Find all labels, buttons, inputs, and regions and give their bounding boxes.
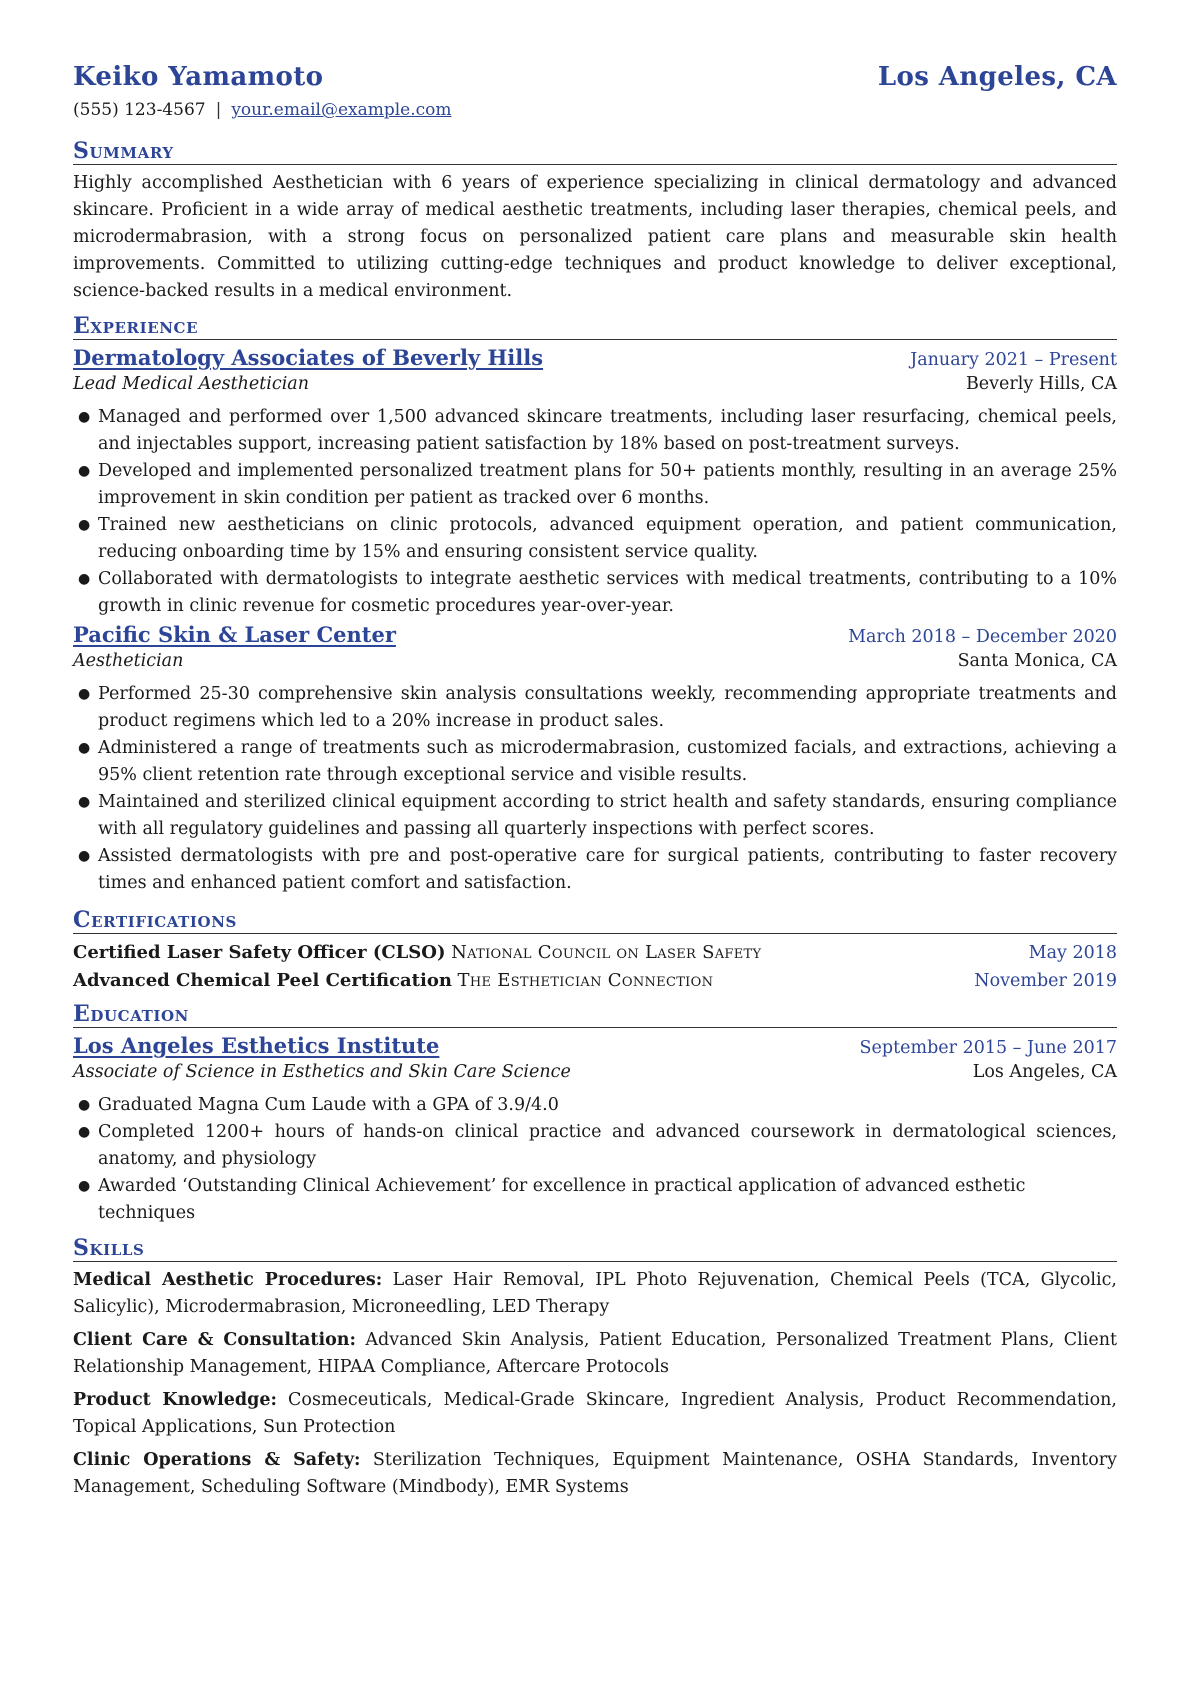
bullet-text: Maintained and sterilized clinical equipment according to strict health and safety standards, ensuring compliance with all regulatory guidelines and passing all quarterly inspections with perfect scores. bbox=[98, 792, 1117, 839]
bullet-icon: ● bbox=[78, 686, 91, 702]
bullet-item bbox=[78, 1119, 1117, 1173]
bullet-item bbox=[78, 404, 1117, 458]
summary-text: Highly accomplished Aesthetician with 6 years of experience specializing in clinical dermatology and advanced skincare. Proficient in a wide array of medical aesthetic treatments, including laser therapies, chemical peels, and microdermabrasion, with a strong focus on personalized patient care plans and measurable skin health improvements. Committed to utilizing cutting-edge techniques and product knowledge to deliver exceptional, science-backed results in a medical environment. bbox=[73, 173, 1117, 301]
bullet-text: Administered a range of treatments such as microdermabrasion, customized facials, and extractions, achieving a 95% client retention rate through exceptional service and visible results. bbox=[98, 738, 1117, 785]
skill-items: Sterilization Techniques, Equipment Maintenance, OSHA Standards, Inventory Management, Scheduling Software (Mindbody), EMR Systems bbox=[73, 1450, 1117, 1497]
degree: Associate of Science in Esthetics and Skin Care Science bbox=[73, 1062, 571, 1082]
job-location: Beverly Hills, CA bbox=[965, 374, 1117, 394]
bullet-text: Assisted dermatologists with pre and post-operative care for surgical patients, contributing to faster recovery times and enhanced patient comfort and satisfaction. bbox=[98, 846, 1117, 893]
cert-item bbox=[73, 967, 1117, 995]
candidate-location: Los Angeles, CA bbox=[877, 62, 1117, 92]
cert-date: May 2018 bbox=[1028, 943, 1117, 963]
skill-group bbox=[73, 1267, 1117, 1321]
bullet-item bbox=[78, 458, 1117, 512]
bullet-item bbox=[78, 843, 1117, 897]
skill-group bbox=[73, 1447, 1117, 1501]
bullet-icon: ● bbox=[78, 740, 91, 756]
bullet-icon: ● bbox=[78, 463, 91, 479]
job-bullets bbox=[73, 681, 1117, 897]
bullet-icon: ● bbox=[78, 1178, 91, 1194]
cert-org: National Council on Laser Safety bbox=[451, 942, 762, 963]
school-name[interactable]: Los Angeles Esthetics Institute bbox=[73, 1033, 440, 1058]
job-bullets bbox=[73, 404, 1117, 620]
job-entry bbox=[73, 345, 1117, 620]
section-title-certifications: Certifications bbox=[73, 907, 1117, 934]
skill-label: Medical Aesthetic Procedures: bbox=[73, 1270, 383, 1290]
section-title-experience: Experience bbox=[73, 313, 1117, 340]
bullet-item bbox=[78, 1092, 1117, 1119]
bullet-text: Managed and performed over 1,500 advanced skincare treatments, including laser resurfacing, chemical peels, and injectables support, increasing patient satisfaction by 18% based on post-treatment surveys. bbox=[98, 407, 1117, 454]
bullet-item bbox=[78, 681, 1117, 735]
email-link[interactable]: your.email@example.com bbox=[231, 100, 452, 120]
job-entry bbox=[73, 622, 1117, 897]
skill-items: Cosmeceuticals, Medical-Grade Skincare, Ingredient Analysis, Product Recommendation, Topical Applications, Sun Protection bbox=[73, 1390, 1117, 1437]
education-dates: September 2015 – June 2017 bbox=[859, 1038, 1117, 1058]
bullet-icon: ● bbox=[78, 571, 91, 587]
section-title-skills: Skills bbox=[73, 1235, 1117, 1262]
job-dates: March 2018 – December 2020 bbox=[848, 627, 1117, 647]
bullet-item bbox=[78, 735, 1117, 789]
cert-name: Advanced Chemical Peel Certification bbox=[73, 970, 452, 991]
bullet-text: Completed 1200+ hours of hands-on clinical practice and advanced coursework in dermatological sciences, anatomy, and physiology bbox=[98, 1122, 1117, 1169]
contact-line bbox=[73, 100, 1117, 120]
cert-date: November 2019 bbox=[974, 971, 1117, 991]
bullet-icon: ● bbox=[78, 794, 91, 810]
resume-header bbox=[73, 62, 1117, 92]
cert-org: The Esthetician Connection bbox=[457, 970, 714, 991]
job-dates: January 2021 – Present bbox=[910, 350, 1117, 370]
cert-item bbox=[73, 939, 1117, 967]
bullet-icon: ● bbox=[78, 848, 91, 864]
bullet-icon: ● bbox=[78, 1124, 91, 1140]
contact-separator: | bbox=[215, 100, 222, 120]
job-location: Santa Monica, CA bbox=[957, 651, 1117, 671]
skill-group bbox=[73, 1327, 1117, 1381]
job-employer[interactable]: Pacific Skin & Laser Center bbox=[73, 622, 396, 647]
bullet-text: Performed 25-30 comprehensive skin analysis consultations weekly, recommending appropriate treatments and product regimens which led to a 20% increase in product sales. bbox=[98, 684, 1117, 731]
bullet-item bbox=[78, 1173, 1117, 1227]
skill-items: Laser Hair Removal, IPL Photo Rejuvenation, Chemical Peels (TCA, Glycolic, Salicylic), Microdermabrasion, Microneedling, LED Therapy bbox=[73, 1270, 1117, 1317]
skill-label: Client Care & Consultation: bbox=[73, 1330, 356, 1350]
job-role: Aesthetician bbox=[73, 651, 184, 671]
section-title-summary: Summary bbox=[73, 138, 1117, 165]
job-employer[interactable]: Dermatology Associates of Beverly Hills bbox=[73, 345, 544, 370]
bullet-text: Trained new aestheticians on clinic protocols, advanced equipment operation, and patient communication, reducing onboarding time by 15% and ensuring consistent service quality. bbox=[98, 515, 1117, 562]
skill-items: Advanced Skin Analysis, Patient Education, Personalized Treatment Plans, Client Relationship Management, HIPAA Compliance, Aftercare Protocols bbox=[73, 1330, 1117, 1377]
bullet-text: Graduated Magna Cum Laude with a GPA of 3.9/4.0 bbox=[98, 1095, 559, 1115]
bullet-icon: ● bbox=[78, 409, 91, 425]
job-role: Lead Medical Aesthetician bbox=[73, 374, 310, 394]
bullet-text: Collaborated with dermatologists to integrate aesthetic services with medical treatments, contributing to a 10% growth in clinic revenue for cosmetic procedures year-over-year. bbox=[98, 569, 1117, 616]
bullet-item bbox=[78, 789, 1117, 843]
bullet-item bbox=[78, 512, 1117, 566]
bullet-icon: ● bbox=[78, 517, 91, 533]
bullet-item bbox=[78, 566, 1117, 620]
skill-label: Clinic Operations & Safety: bbox=[73, 1450, 361, 1470]
education-bullets bbox=[73, 1092, 1117, 1227]
education-entry bbox=[73, 1033, 1117, 1227]
bullet-text: Developed and implemented personalized treatment plans for 50+ patients monthly, resulting in an average 25% improvement in skin condition per patient as tracked over 6 months. bbox=[98, 461, 1117, 508]
skill-label: Product Knowledge: bbox=[73, 1390, 277, 1410]
bullet-icon: ● bbox=[78, 1097, 91, 1113]
section-title-education: Education bbox=[73, 1001, 1117, 1028]
education-location: Los Angeles, CA bbox=[972, 1062, 1117, 1082]
candidate-name: Keiko Yamamoto bbox=[73, 62, 324, 92]
phone-number: (555) 123-4567 bbox=[73, 100, 206, 120]
cert-name: Certified Laser Safety Officer (CLSO) bbox=[73, 942, 446, 963]
skill-group bbox=[73, 1387, 1117, 1441]
bullet-text: Awarded ‘Outstanding Clinical Achievement’ for excellence in practical application of advanced esthetic techniques bbox=[98, 1176, 1026, 1223]
